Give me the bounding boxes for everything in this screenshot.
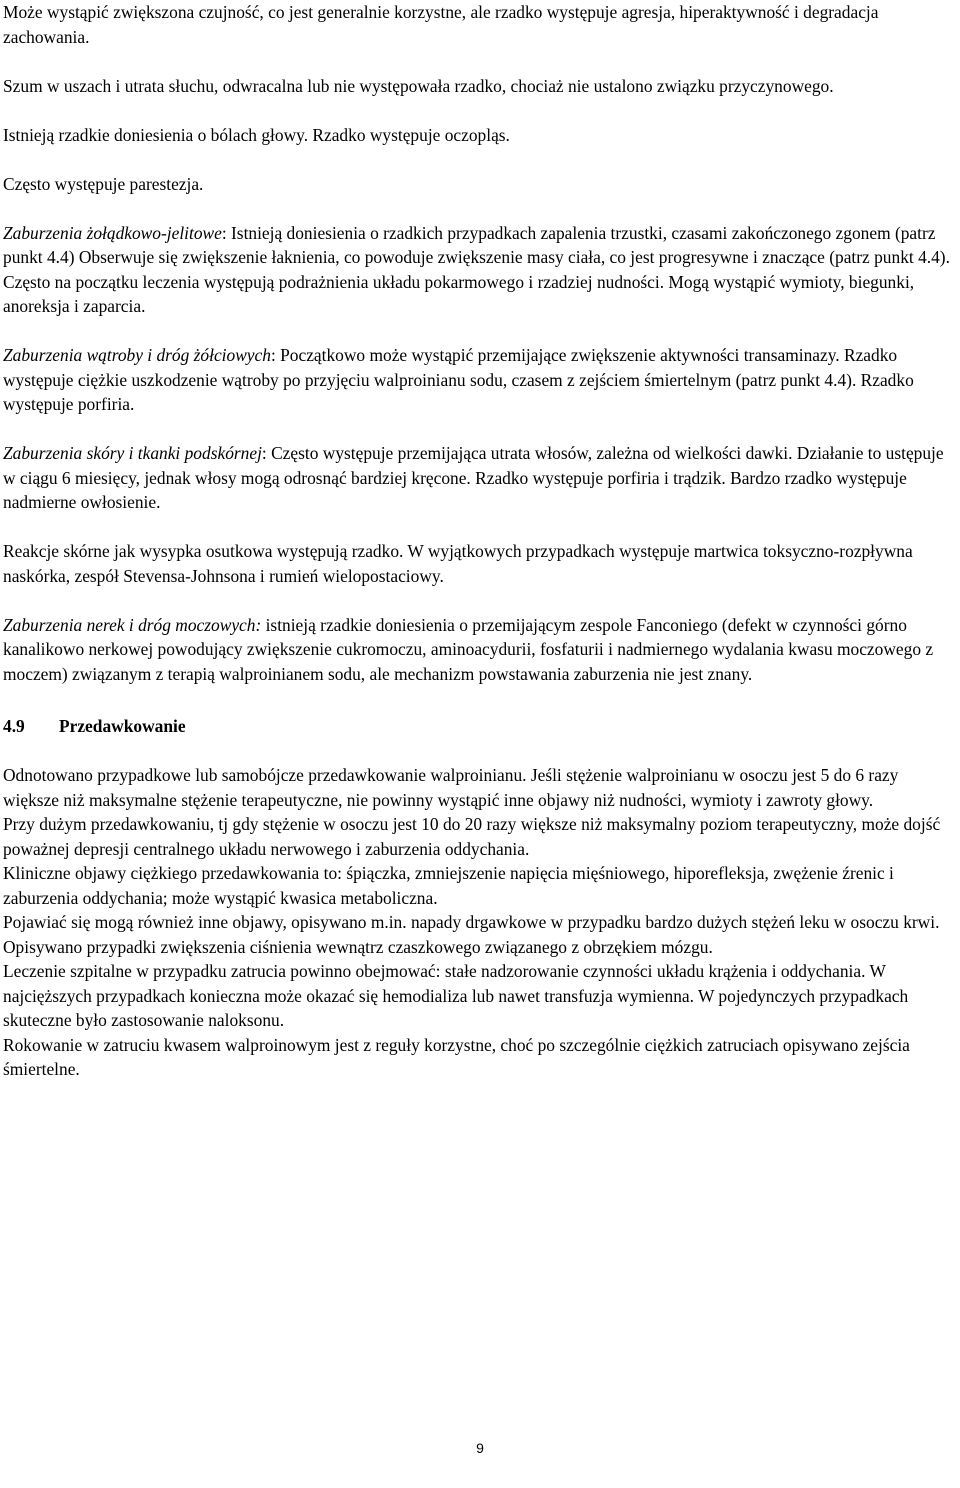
overdose-paragraph-4: Pojawiać się mogą również inne objawy, opisywano m.in. napady drgawkowe w przypadku bardzo dużych stężeń leku w osoczu krwi. xyxy=(3,912,940,932)
label-hepatobiliary: Zaburzenia wątroby i dróg żółciowych xyxy=(3,345,271,365)
section-number: 4.9 xyxy=(3,716,25,736)
paragraph-tinnitus: Szum w uszach i utrata słuchu, odwracalna lub nie występowała rzadko, chociaż nie ustalono związku przyczynowego. xyxy=(3,75,834,96)
text-gastrointestinal: : Istnieją doniesienia o rzadkich przypadkach zapalenia trzustki, czasami zakończonego zgonem (patrz punkt 4.4) Obserwuje się zwiększenie łaknienia, co powoduje zwiększenie masy ciała, co jest progresywne i znaczące (patrz punkt 4.4). Często na początku leczenia występują podrażnienia układu pokarmowego i rzadziej nudności. Mogą wystąpić wymioty, biegunki, anoreksja i zaparcia. xyxy=(3,222,950,316)
paragraph-behavior: Może wystąpić zwiększona czujność, co jest generalnie korzystne, ale rzadko występuje agresja, hiperaktywność i degradacja zachowania. xyxy=(3,2,879,47)
paragraph-hepatobiliary xyxy=(3,343,955,417)
label-gastrointestinal: Zaburzenia żołądkowo-jelitowe xyxy=(3,222,222,243)
label-skin: Zaburzenia skóry i tkanki podskórnej xyxy=(3,443,262,463)
section-title: Przedawkowanie xyxy=(59,716,186,736)
overdose-paragraph-2: Przy dużym przedawkowaniu, tj gdy stężenie w osoczu jest 10 do 20 razy większe niż maksymalny poziom terapeutyczny, może dojść poważnej depresji centralnego układu nerwowego i zaburzenia oddychania. xyxy=(3,814,941,859)
overdose-paragraph-1: Odnotowano przypadkowe lub samobójcze przedawkowanie walproinianu. Jeśli stężenie walproinianu w osoczu jest 5 do 6 razy większe niż maksymalne stężenie terapeutyczne, nie powinny wystąpić inne objawy niż nudności, wymioty i zawroty głowy. xyxy=(3,765,899,810)
paragraph-skin-reactions: Reakcje skórne jak wysypka osutkowa występują rzadko. W wyjątkowych przypadkach występuje martwica toksyczno-rozpływna naskórka, zespół Stevensa-Johnsona i rumień wielopostaciowy. xyxy=(3,541,913,586)
text-skin: : Często występuje przemijająca utrata włosów, zależna od wielkości dawki. Działanie to ustępuje w ciągu 6 miesięcy, jednak włosy mogą odrosnąć bardziej kręcone. Rzadko występuje porfiria i trądzik. Bardzo rzadko występuje nadmierne owłosienie. xyxy=(3,443,944,512)
section-heading xyxy=(3,714,955,739)
overdose-paragraph-7: Rokowanie w zatruciu kwasem walproinowym jest z reguły korzystne, choć po szczególnie ciężkich zatruciach opisywano zejścia śmiertelne. xyxy=(3,1034,910,1079)
overdose-paragraph-5: Opisywano przypadki zwiększenia ciśnienia wewnątrz czaszkowego związanego z obrzękiem mózgu. xyxy=(3,936,713,957)
paragraph-headache: Istnieją rzadkie doniesienia o bólach głowy. Rzadko występuje oczopląs. xyxy=(3,124,510,145)
paragraph-renal xyxy=(3,613,955,687)
text-hepatobiliary: : Początkowo może wystąpić przemijające zwiększenie aktywności transaminazy. Rzadko występuje ciężkie uszkodzenie wątroby po przyjęciu walproinianu sodu, czasem z zejściem śmiertelnym (patrz punkt 4.4). Rzadko występuje porfiria. xyxy=(3,345,914,414)
overdose-paragraph-3: Kliniczne objawy ciężkiego przedawkowania to: śpiączka, zmniejszenie napięcia mięśniowego, hiporefleksja, zwężenie źrenic i zaburzenia oddychania; może wystąpić kwasica metaboliczna. xyxy=(3,863,894,908)
overdose-paragraph-6: Leczenie szpitalne w przypadku zatrucia powinno obejmować: stałe nadzorowanie czynności układu krążenia i oddychania. W najcięższych przypadkach konieczna może okazać się hemodializa lub nawet transfuzja wymienna. W pojedynczych przypadkach skuteczne było zastosowanie naloksonu. xyxy=(3,961,909,1030)
paragraph-skin xyxy=(3,441,955,515)
page-number: 9 xyxy=(476,1440,484,1456)
document-body xyxy=(3,0,955,1082)
text-renal: istnieją rzadkie doniesienia o przemijającym zespole Fanconiego (defekt w czynności górno kanalikowo nerkowej powodujący zwiększenie cukromoczu, aminoacydurii, fosfaturii i nadmiernego wydalania kwasu moczowego z moczem) związanym z terapią walproinianem sodu, ale mechanizm powstawania zaburzenia nie jest znany. xyxy=(3,614,934,684)
paragraph-gastrointestinal xyxy=(3,221,955,319)
paragraph-paresthesia: Często występuje parestezja. xyxy=(3,173,204,194)
label-renal: Zaburzenia nerek i dróg moczowych: xyxy=(3,614,262,635)
